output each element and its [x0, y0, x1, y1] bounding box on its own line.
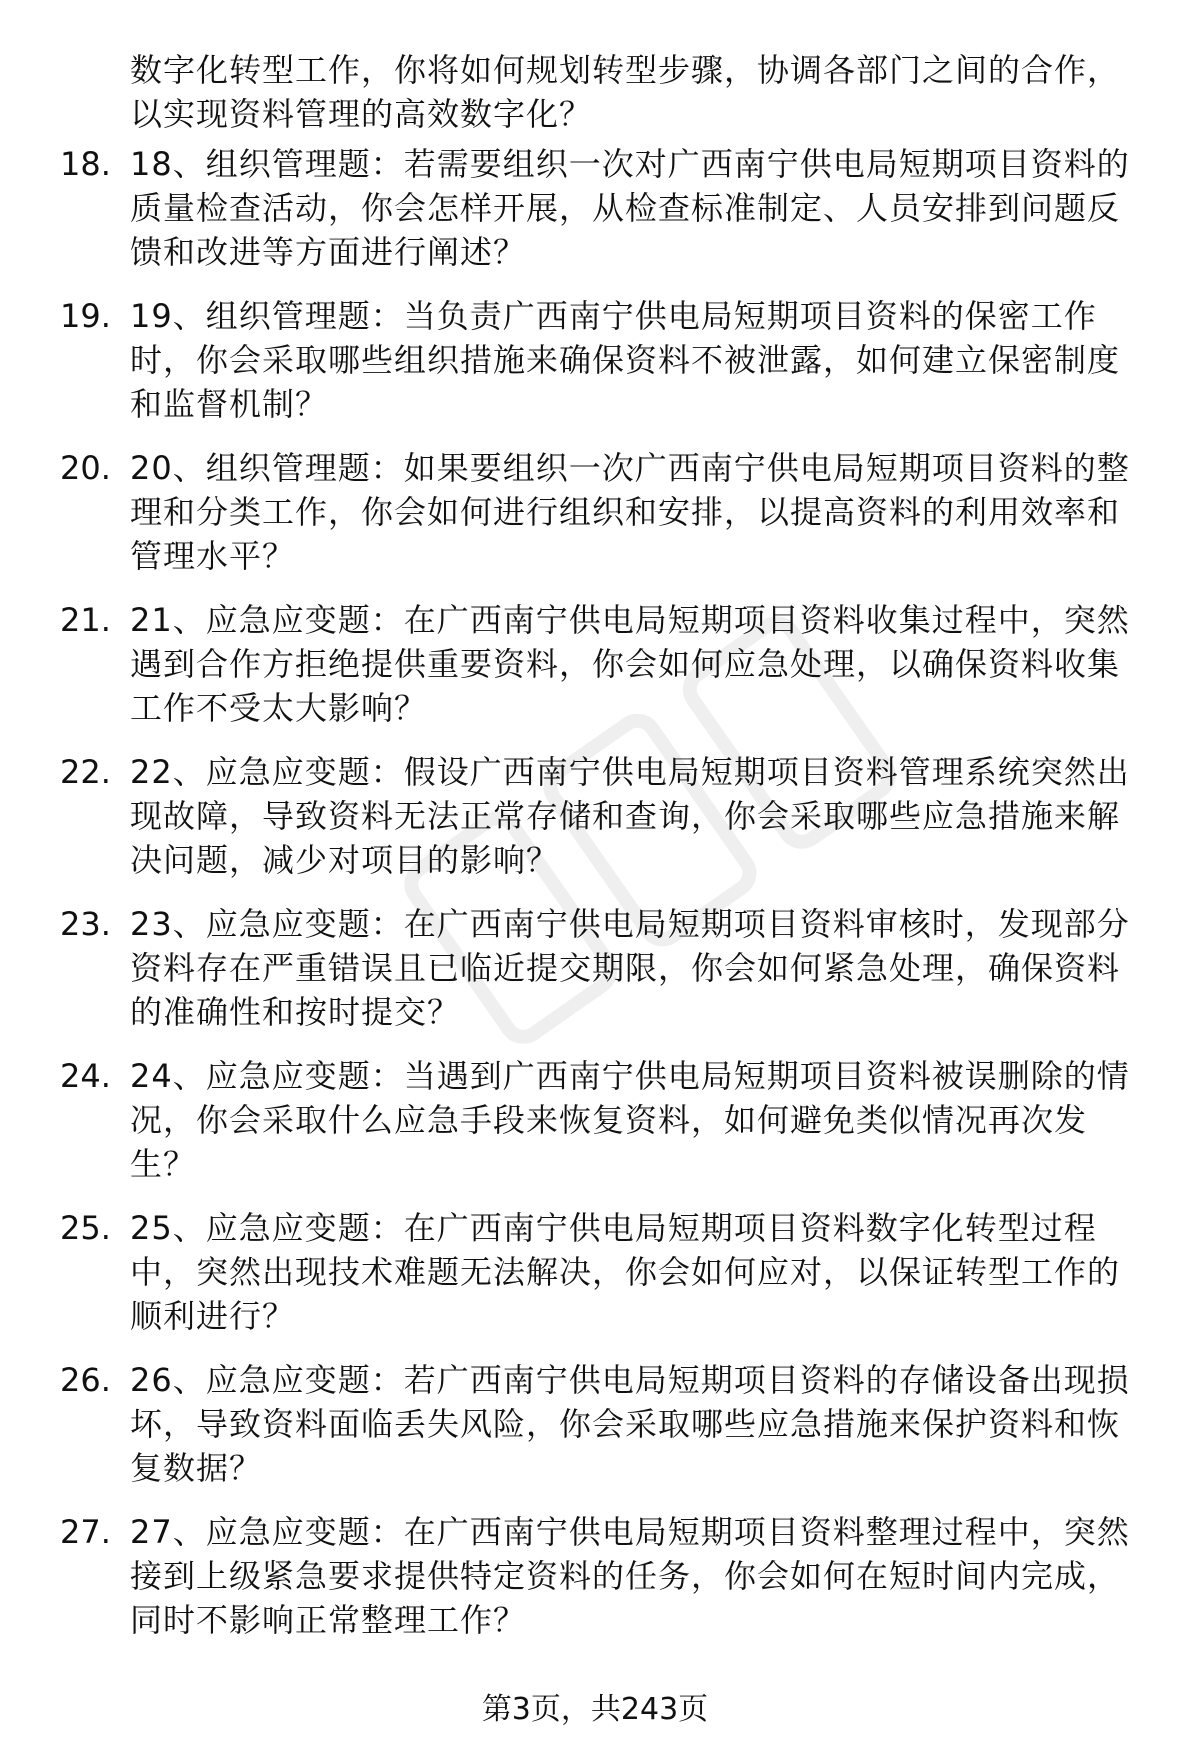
question-number: 23.	[60, 905, 111, 943]
question-number: 22.	[60, 753, 111, 791]
question-number: 25.	[60, 1209, 111, 1247]
question-number: 20.	[60, 449, 111, 487]
question-text: 21、应急应变题：在广西南宁供电局短期项目资料收集过程中，突然遇到合作方拒绝提供重要资料，你会如何应急处理，以确保资料收集工作不受太大影响？	[130, 601, 1130, 727]
question-number: 19.	[60, 297, 111, 335]
question-number: 21.	[60, 601, 111, 639]
question-text: 25、应急应变题：在广西南宁供电局短期项目资料数字化转型过程中，突然出现技术难题无法解决，你会如何应对，以保证转型工作的顺利进行？	[130, 1209, 1121, 1335]
question-text: 27、应急应变题：在广西南宁供电局短期项目资料整理过程中，突然接到上级紧急要求提供特定资料的任务，你会如何在短时间内完成，同时不影响正常整理工作？	[130, 1513, 1130, 1639]
page-footer: 第3页，共243页	[481, 1692, 709, 1727]
question-text: 23、应急应变题：在广西南宁供电局短期项目资料审核时，发现部分资料存在严重错误且已临近提交期限，你会如何紧急处理，确保资料的准确性和按时提交？	[130, 905, 1130, 1031]
question-number: 27.	[60, 1513, 111, 1551]
question-text: 18、组织管理题：若需要组织一次对广西南宁供电局短期项目资料的质量检查活动，你会怎样开展，从检查标准制定、人员安排到问题反馈和改进等方面进行阐述？	[130, 145, 1130, 271]
question-text: 19、组织管理题：当负责广西南宁供电局短期项目资料的保密工作时，你会采取哪些组织措施来确保资料不被泄露，如何建立保密制度和监督机制？	[130, 297, 1121, 423]
question-text: 20、组织管理题：如果要组织一次广西南宁供电局短期项目资料的整理和分类工作，你会如何进行组织和安排，以提高资料的利用效率和管理水平？	[130, 449, 1130, 575]
intro-paragraph: 数字化转型工作，你将如何规划转型步骤，协调各部门之间的合作，以实现资料管理的高效数字化？	[130, 51, 1121, 133]
question-number: 26.	[60, 1361, 111, 1399]
question-text: 26、应急应变题：若广西南宁供电局短期项目资料的存储设备出现损坏，导致资料面临丢失风险，你会采取哪些应急措施来保护资料和恢复数据？	[130, 1361, 1130, 1487]
question-number: 24.	[60, 1057, 111, 1095]
question-text: 22、应急应变题：假设广西南宁供电局短期项目资料管理系统突然出现故障，导致资料无法正常存储和查询，你会采取哪些应急措施来解决问题，减少对项目的影响？	[130, 753, 1130, 879]
question-text: 24、应急应变题：当遇到广西南宁供电局短期项目资料被误删除的情况，你会采取什么应急手段来恢复资料，如何避免类似情况再次发生？	[130, 1057, 1130, 1183]
question-number: 18.	[60, 145, 111, 183]
